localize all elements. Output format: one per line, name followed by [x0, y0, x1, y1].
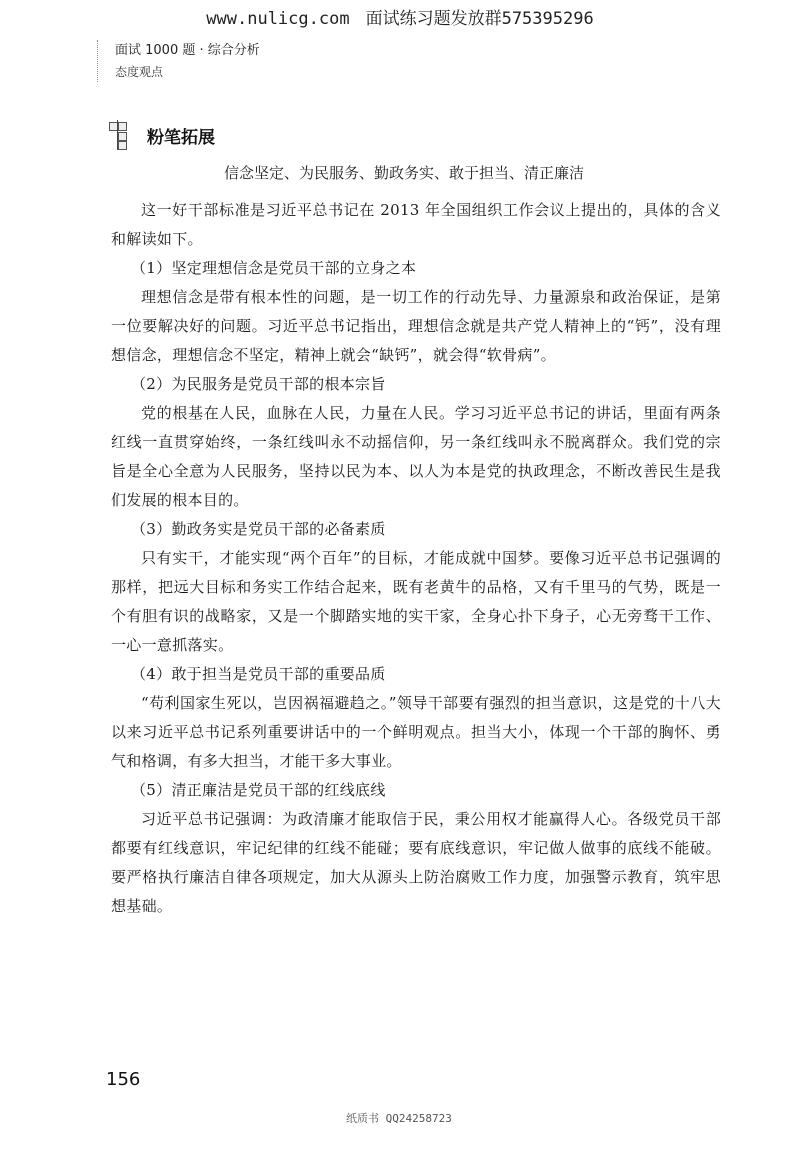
point-body-5: 习近平总书记强调：为政清廉才能取信于民，秉公用权才能赢得人心。各级党员干部都要有红线意识，牢记纪律的红线不能碰；要有底线意识，牢记做人做事的底线不能破。要严格执行廉洁自律各项规定，加大从源头上防治腐败工作力度，加强警示教育，筑牢思想基础。: [111, 810, 721, 915]
point-heading-2: （2）为民服务是党员干部的根本宗旨: [131, 375, 386, 393]
book-bookmark-icon: [109, 120, 127, 150]
point-body-1: 理想信念是带有根本性的问题，是一切工作的行动先导、力量源泉和政治保证，是第一位要解决好的问题。习近平总书记指出，理想信念就是共产党人精神上的“钙”，没有理想信念，理想信念不坚定，精神上就会“缺钙”，就会得“软骨病”。: [111, 288, 721, 364]
section-title: 态度观点: [115, 65, 164, 79]
point-body-4: “苟利国家生死以，岂因祸福避趋之。”领导干部要有强烈的担当意识，这是党的十八大以来习近平总书记系列重要讲话中的一个鲜明观点。担当大小，体现一个干部的胸怀、勇气和格调，有多大担当，才能干多大事业。: [111, 694, 721, 770]
watermark-group-text: 面试练习题发放群575395296: [365, 9, 594, 29]
article-body: [111, 196, 721, 921]
point-heading-5: （5）清正廉洁是党员干部的红线底线: [131, 781, 386, 799]
point-heading-4: （4）敢于担当是党员干部的重要品质: [131, 665, 386, 683]
book-title: 面试 1000 题 · 综合分析: [115, 43, 260, 58]
point-heading-1: （1）坚定理想信念是党员干部的立身之本: [131, 259, 417, 277]
extension-heading: [109, 120, 215, 150]
extension-title: 粉笔拓展: [147, 127, 215, 148]
bottom-watermark: 纸质书 QQ24258723: [346, 1112, 452, 1125]
extension-subtitle: 信念坚定、为民服务、勤政务实、敢于担当、清正廉洁: [223, 164, 584, 182]
running-header: [97, 40, 260, 82]
point-body-3: 只有实干，才能实现“两个百年”的目标，才能成就中国梦。要像习近平总书记强调的那样，把远大目标和务实工作结合起来，既有老黄牛的品格，又有千里马的气势，既是一个有胆有识的战略家，又是一个脚踏实地的实干家，全身心扑下身子，心无旁骛干工作、一心一意抓落实。: [111, 549, 721, 654]
intro-paragraph: 这一好干部标准是习近平总书记在 2013 年全国组织工作会议上提出的，具体的含义和解读如下。: [111, 201, 721, 248]
point-heading-3: （3）勤政务实是党员干部的必备素质: [131, 520, 386, 538]
watermark-url: www.nulicg.com: [206, 9, 350, 29]
top-watermark: [0, 4, 800, 29]
point-body-2: 党的根基在人民，血脉在人民，力量在人民。学习习近平总书记的讲话，里面有两条红线一直贯穿始终，一条红线叫永不动摇信仰，另一条红线叫永不脱离群众。我们党的宗旨是全心全意为人民服务，坚持以民为本、以人为本是党的执政理念，不断改善民生是我们发展的根本目的。: [111, 404, 721, 509]
page-number: 156: [106, 1069, 141, 1090]
